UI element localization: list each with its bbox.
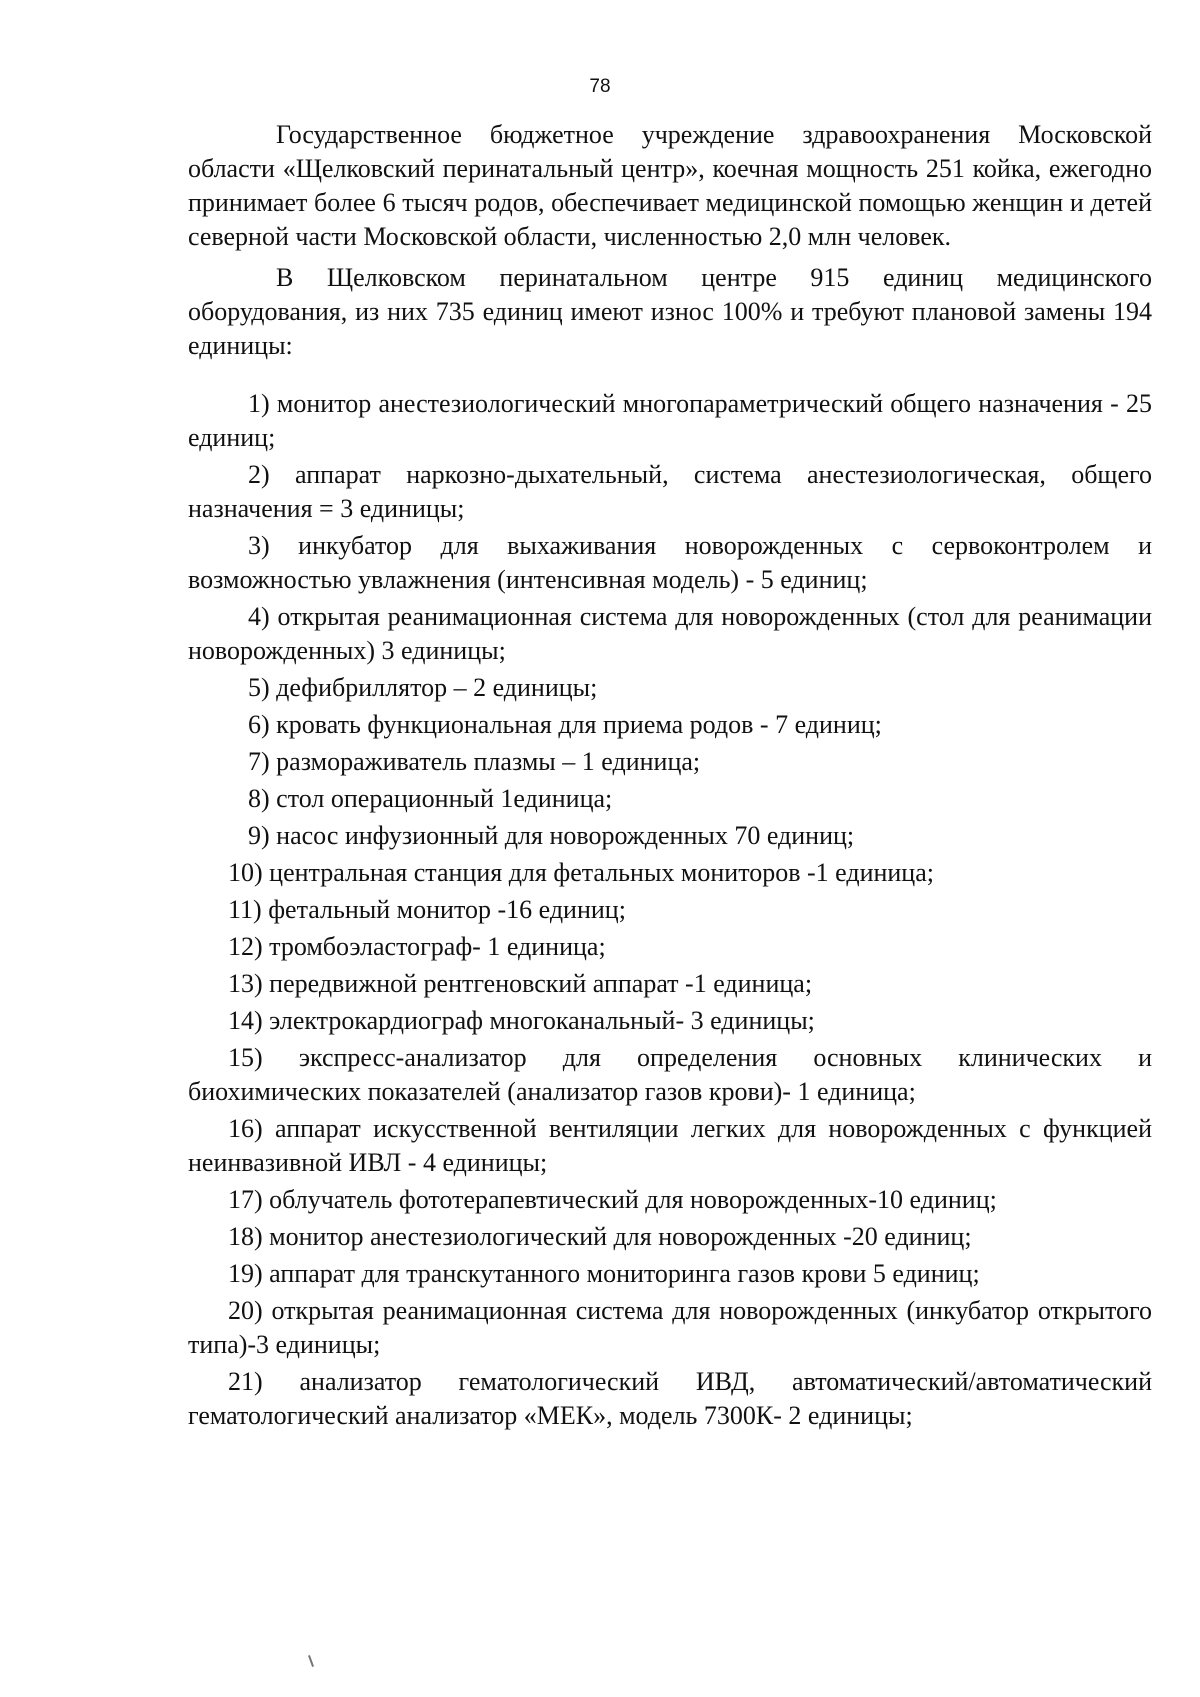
- list-item: [188, 708, 1152, 742]
- list-item-text: аппарат для транскутанного мониторинга газов крови 5 единиц;: [269, 1259, 980, 1288]
- list-item: [188, 387, 1152, 455]
- list-item: [188, 856, 1152, 890]
- list-item-number: 16): [228, 1114, 263, 1143]
- list-item-number: 5): [248, 673, 270, 702]
- list-item-number: 3): [248, 531, 270, 560]
- list-item: [188, 1257, 1152, 1291]
- list-item-text: открытая реанимационная система для новорожденных (инкубатор открытого типа)-3 единицы;: [188, 1296, 1152, 1359]
- list-item: [188, 782, 1152, 816]
- list-item-number: 20): [228, 1296, 263, 1325]
- list-item-text: размораживатель плазмы – 1 единица;: [276, 747, 701, 776]
- list-item-text: дефибриллятор – 2 единицы;: [276, 673, 598, 702]
- list-item: [188, 600, 1152, 668]
- intro-paragraph: Государственное бюджетное учреждение здравоохранения Московской области «Щелковский перинатальный центр», коечная мощность 251 койка, ежегодно принимает более 6 тысяч родов, обеспечивает медицинской помощью женщин и детей северной части Московской области, численностью 2,0 млн человек.: [188, 120, 1152, 251]
- list-item: [188, 819, 1152, 853]
- list-item-text: тромбоэластограф- 1 единица;: [269, 932, 606, 961]
- list-item-number: 10): [228, 858, 263, 887]
- list-item-text: открытая реанимационная система для новорожденных (стол для реанимации новорожденных) 3 единицы;: [188, 602, 1153, 665]
- list-item-text: насос инфузионный для новорожденных 70 единиц;: [276, 821, 855, 850]
- list-item-text: кровать функциональная для приема родов - 7 единиц;: [276, 710, 882, 739]
- list-item-text: фетальный монитор -16 единиц;: [268, 895, 626, 924]
- list-item-text: анализатор гематологический ИВД, автоматический/автоматический гематологический анализатор «МЕК», модель 7300К- 2 единицы;: [188, 1367, 1153, 1430]
- list-item-number: 9): [248, 821, 270, 850]
- list-item-number: 6): [248, 710, 270, 739]
- list-item: [188, 893, 1152, 927]
- list-item: [188, 1041, 1152, 1109]
- list-item-number: 14): [228, 1006, 263, 1035]
- list-item: [188, 458, 1152, 526]
- list-item: [188, 1183, 1152, 1217]
- list-item-number: 11): [228, 895, 262, 924]
- list-item-text: монитор анестезиологический для новорожденных -20 единиц;: [269, 1222, 972, 1251]
- list-item-text: стол операционный 1единица;: [276, 784, 613, 813]
- list-item: [188, 529, 1152, 597]
- list-item-number: 4): [248, 602, 270, 631]
- list-item-number: 1): [248, 389, 270, 418]
- list-item-number: 7): [248, 747, 270, 776]
- list-item-text: аппарат наркозно-дыхательный, система анестезиологическая, общего назначения = 3 единицы;: [188, 460, 1153, 523]
- document-body: [188, 118, 1152, 1436]
- list-item-text: экспресс-анализатор для определения основных клинических и биохимических показателей (анализатор газов крови)- 1 единица;: [188, 1043, 1152, 1106]
- list-item-number: 2): [248, 460, 270, 489]
- list-item: [188, 1220, 1152, 1254]
- list-item-text: аппарат искусственной вентиляции легких для новорожденных с функцией неинвазивной ИВЛ - 4 единицы;: [188, 1114, 1152, 1177]
- list-item-number: 21): [228, 1367, 263, 1396]
- list-item: [188, 1004, 1152, 1038]
- list-item: [188, 1112, 1152, 1180]
- equipment-list: [188, 387, 1152, 1433]
- list-item-text: монитор анестезиологический многопараметрический общего назначения - 25 единиц;: [188, 389, 1153, 452]
- list-item-number: 18): [228, 1222, 263, 1251]
- list-item: [188, 745, 1152, 779]
- list-item-text: электрокардиограф многоканальный- 3 единицы;: [269, 1006, 815, 1035]
- page-number: 78: [589, 76, 611, 97]
- list-item: [188, 967, 1152, 1001]
- scan-artifact: [308, 1655, 314, 1667]
- list-item-text: облучатель фототерапевтический для новорожденных-10 единиц;: [269, 1185, 997, 1214]
- equipment-summary-paragraph: В Щелковском перинатальном центре 915 единиц медицинского оборудования, из них 735 единиц имеют износ 100% и требуют плановой замены 194 единицы:: [188, 263, 1152, 360]
- list-item-number: 12): [228, 932, 263, 961]
- list-item: [188, 671, 1152, 705]
- list-item: [188, 930, 1152, 964]
- list-item-text: передвижной рентгеновский аппарат -1 единица;: [269, 969, 813, 998]
- list-item-number: 8): [248, 784, 270, 813]
- list-item-number: 17): [228, 1185, 263, 1214]
- list-item-text: инкубатор для выхаживания новорожденных с сервоконтролем и возможностью увлажнения (интенсивная модель) - 5 единиц;: [188, 531, 1153, 594]
- list-item: [188, 1365, 1152, 1433]
- list-item-number: 19): [228, 1259, 263, 1288]
- list-item: [188, 1294, 1152, 1362]
- list-item-number: 15): [228, 1043, 263, 1072]
- list-item-text: центральная станция для фетальных мониторов -1 единица;: [269, 858, 934, 887]
- list-item-number: 13): [228, 969, 263, 998]
